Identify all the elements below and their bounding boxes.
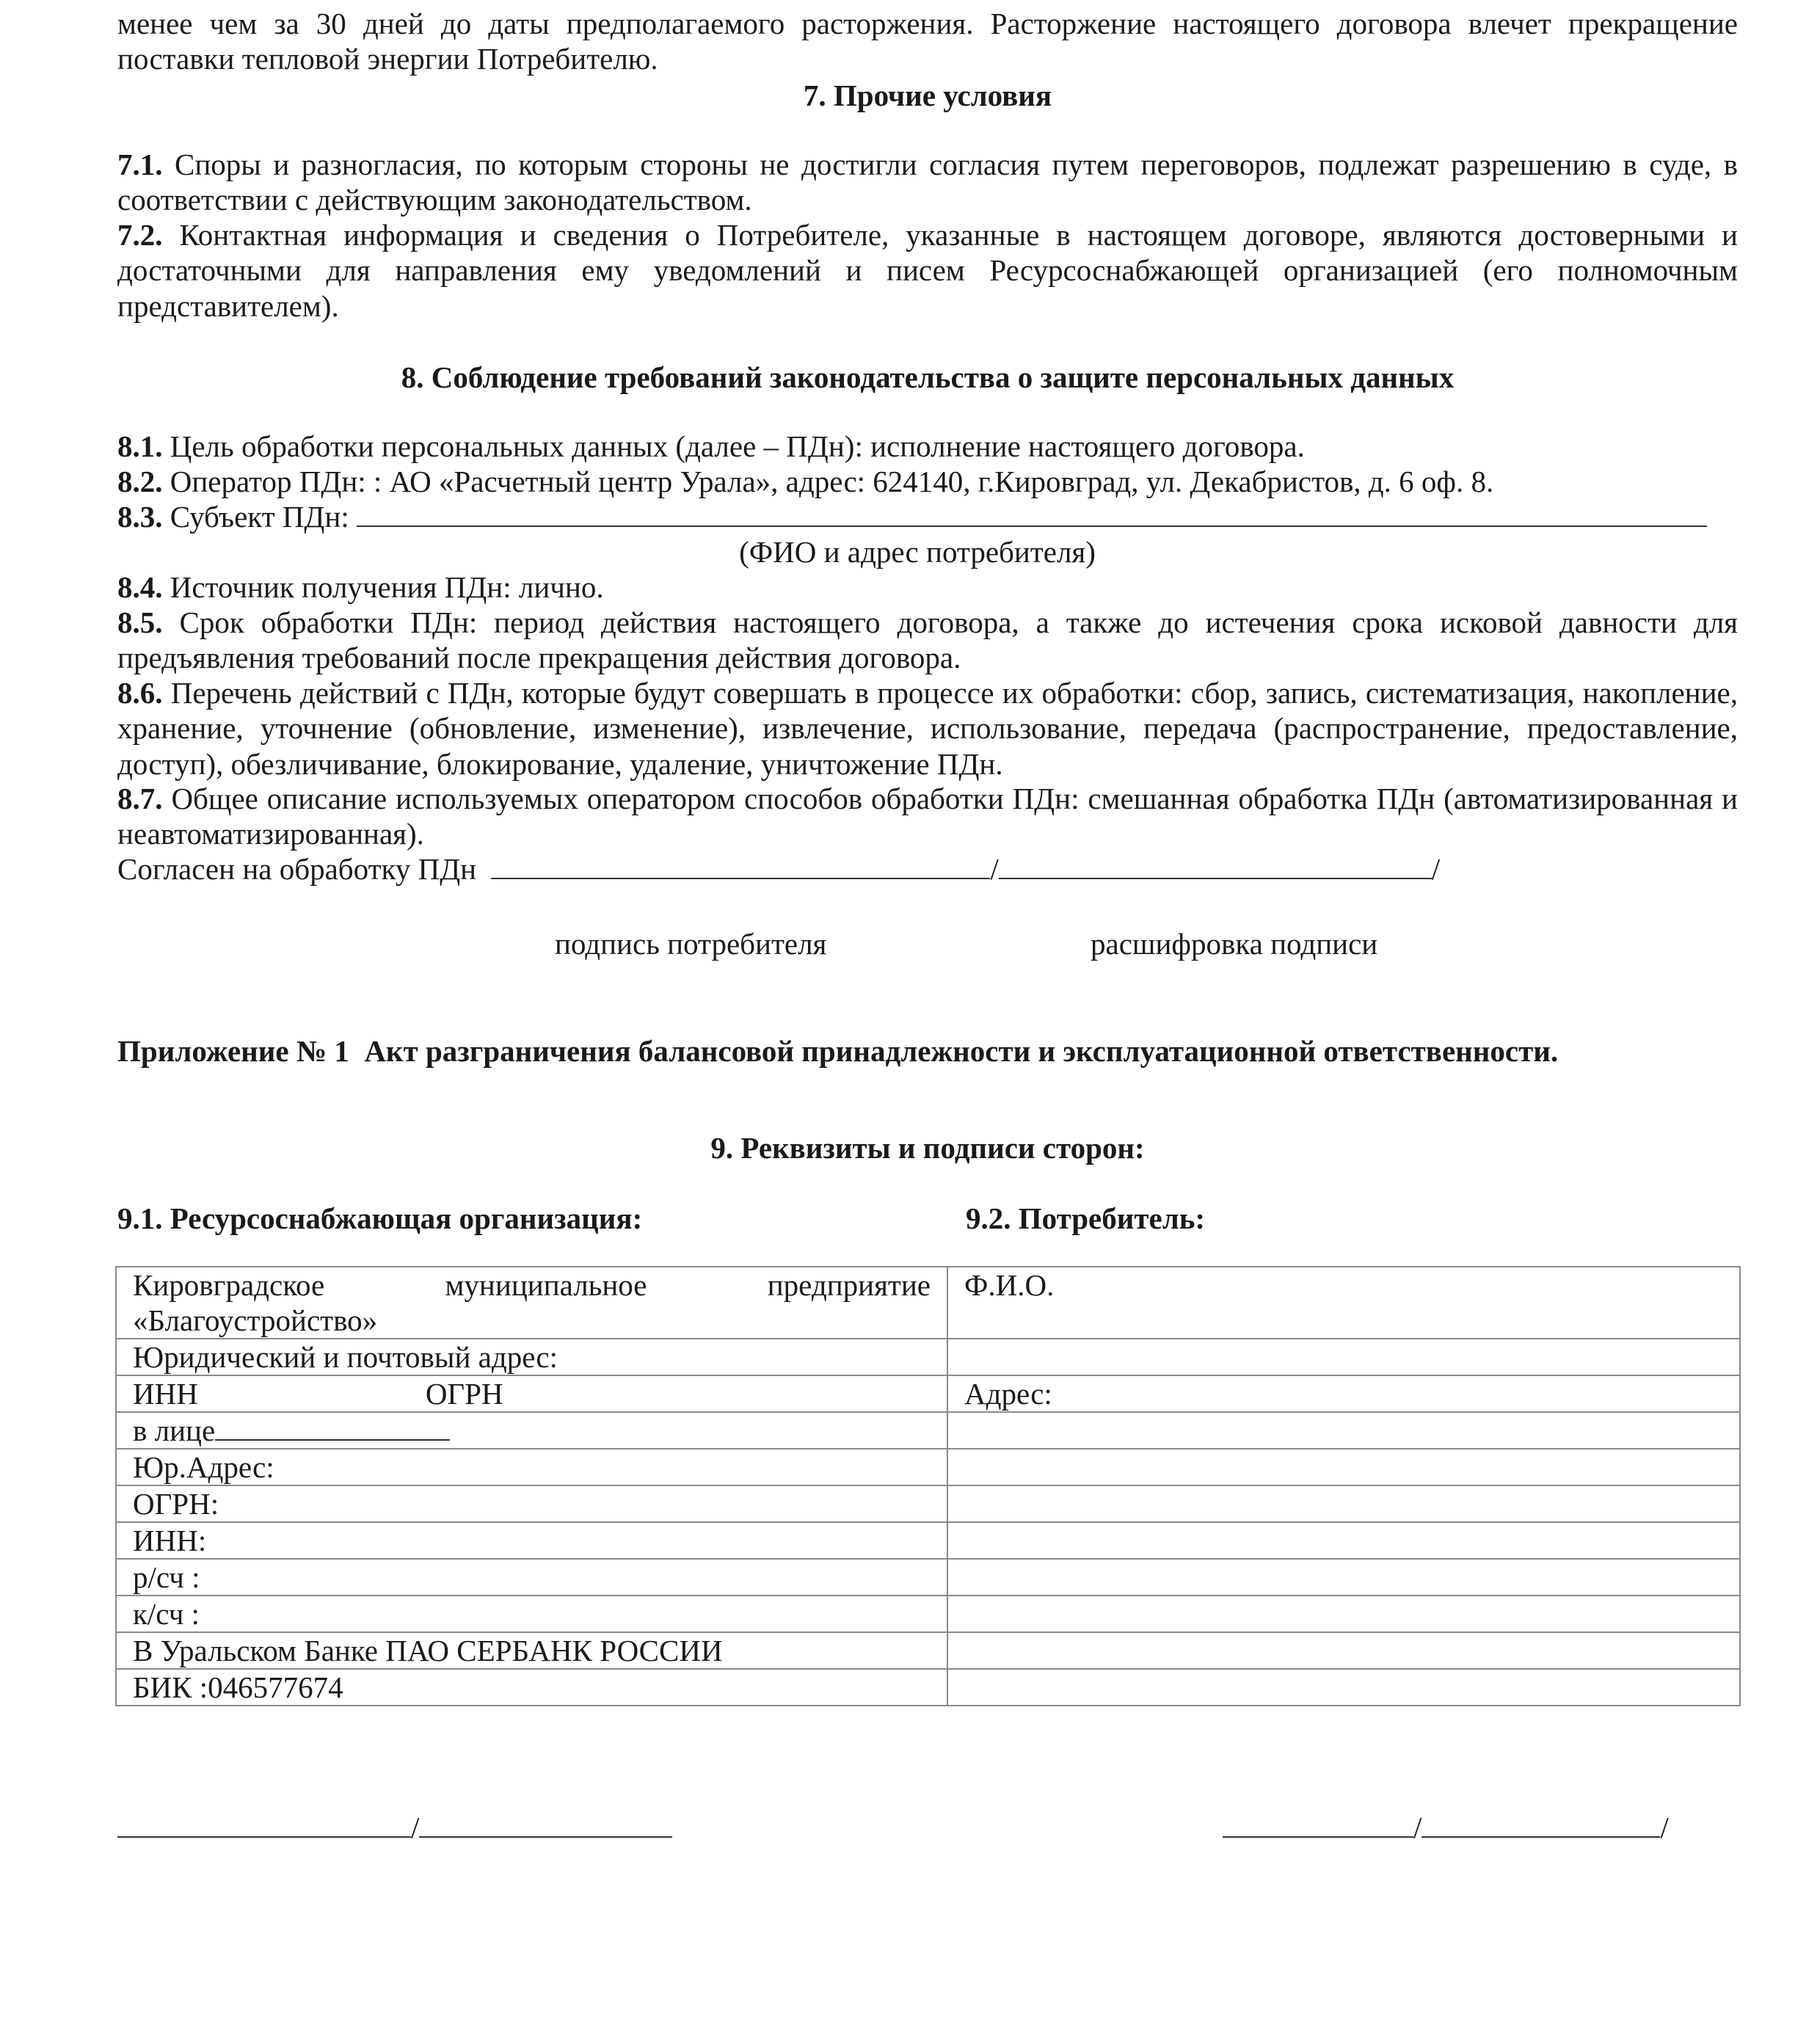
intro-line-2: поставки тепловой энергии Потребителю. <box>117 42 658 76</box>
slash: / <box>1413 1811 1422 1844</box>
clause-number: 8.4. <box>117 570 163 604</box>
address-cell: Адрес: <box>947 1375 1740 1412</box>
ogrn-cell: ОГРН: <box>116 1485 947 1522</box>
empty-cell <box>947 1485 1740 1522</box>
clause-number: 7.1. <box>117 148 163 181</box>
slash: / <box>990 852 999 886</box>
clause-text: Контактная информация и сведения о Потребителе, указанные в настоящем договоре, являются достоверными и достаточными для направления ему уведомлений и писем Ресурсоснабжающей организацией (его полномочным представителем). <box>117 218 1738 323</box>
table-row <box>116 1522 1740 1559</box>
clause-number: 8.7. <box>117 782 163 815</box>
empty-cell <box>947 1669 1740 1706</box>
clause-8-7 <box>117 781 1738 852</box>
clause-8-1 <box>117 429 1738 464</box>
clause-text: Оператор ПДн: : АО «Расчетный центр Урала», адрес: 624140, г.Кировград, ул. Декабристов, д. 6 оф. 8. <box>170 465 1494 498</box>
requisites-table <box>115 1266 1741 1706</box>
clause-8-3 <box>117 499 1738 534</box>
consumer-signature <box>1223 1807 1669 1845</box>
clause-8-6 <box>117 675 1738 782</box>
intro-line-1: менее чем за 30 дней до даты предполагаемого расторжения. Расторжение настоящего договора влечет прекращение <box>117 7 1738 40</box>
clause-number: 8.2. <box>117 465 163 498</box>
inn-label: ИНН <box>133 1377 198 1411</box>
section-7-heading: 7. Прочие условия <box>803 79 1052 112</box>
table-row <box>116 1267 1740 1339</box>
clause-8-2 <box>117 464 1738 499</box>
in-person-cell <box>116 1412 947 1449</box>
supplier-decode-line <box>419 1807 672 1838</box>
inn-cell: ИНН: <box>116 1522 947 1559</box>
clause-7-1 <box>117 147 1738 218</box>
table-row <box>116 1412 1740 1449</box>
consent-line <box>117 851 1738 887</box>
table-row <box>116 1596 1740 1632</box>
slash: / <box>411 1811 420 1844</box>
consent-label: Согласен на обработку ПДн <box>117 852 477 886</box>
subject-caption: (ФИО и адрес потребителя) <box>739 535 1096 569</box>
clause-number: 8.5. <box>117 605 163 639</box>
empty-cell <box>947 1412 1740 1449</box>
bik-cell: БИК :046577674 <box>116 1669 947 1706</box>
empty-cell <box>947 1522 1740 1559</box>
empty-cell <box>947 1449 1740 1485</box>
appendix-line <box>117 1033 1738 1069</box>
empty-cell <box>947 1596 1740 1632</box>
decode-caption: расшифровка подписи <box>1091 927 1378 961</box>
legal-postal-cell: Юридический и почтовый адрес: <box>116 1339 947 1375</box>
empty-cell <box>947 1632 1740 1669</box>
signature-caption: подпись потребителя <box>555 927 827 961</box>
jur-address-cell: Юр.Адрес: <box>116 1449 947 1485</box>
table-row <box>116 1632 1740 1669</box>
org-name-cell <box>116 1267 947 1339</box>
table-row <box>116 1559 1740 1596</box>
clause-number: 8.3. <box>117 500 163 534</box>
clause-text: Источник получения ПДн: лично. <box>170 570 604 604</box>
clause-number: 8.6. <box>117 676 163 710</box>
subject-fill-line <box>357 501 1707 527</box>
inn-ogrn-cell <box>116 1375 947 1412</box>
clause-number: 7.2. <box>117 218 163 252</box>
in-person-fill-line <box>215 1420 450 1441</box>
supplier-signature <box>117 1807 672 1845</box>
clause-text: Споры и разногласия, по которым стороны не достигли согласия путем переговоров, подлежат разрешению в суде, в соответствии с действующим законодательством. <box>117 148 1739 217</box>
slash: / <box>1431 852 1441 886</box>
org-name-line-1: Кировградское муниципальное предприятие <box>133 1268 931 1302</box>
empty-cell <box>947 1339 1740 1375</box>
rs-cell: р/сч : <box>116 1559 947 1596</box>
clause-text: Общее описание используемых оператором способов обработки ПДн: смешанная обработка ПДн (автоматизированная и неавтоматизированная). <box>117 782 1738 851</box>
clause-text: Перечень действий с ПДн, которые будут совершать в процессе их обработки: сбор, запись, систематизация, накопление, хранение, уточнение (обновление, изменение), извлечение, использование, передача (распространение, предоставление, доступ), обезличивание, блокирование, удаление, уничтожение ПДн. <box>117 676 1739 781</box>
empty-cell <box>947 1559 1740 1596</box>
section-8-heading: 8. Соблюдение требований законодательства о защите персональных данных <box>401 360 1455 394</box>
table-row <box>116 1339 1740 1375</box>
clause-8-4 <box>117 570 1738 605</box>
bank-cell: В Уральском Банке ПАО СЕРБАНК РОССИИ <box>116 1632 947 1669</box>
table-row <box>116 1449 1740 1485</box>
supplier-sign-line <box>117 1807 411 1838</box>
in-person-label: в лице <box>133 1414 216 1447</box>
org-name-line-2: «Благоустройство» <box>133 1303 378 1337</box>
consumer-sign-line <box>1223 1807 1413 1838</box>
signature-fill-line <box>491 856 990 879</box>
consumer-decode-line <box>1422 1807 1660 1838</box>
table-row <box>116 1485 1740 1522</box>
clause-text: Субъект ПДн: <box>170 500 349 534</box>
clause-text: Срок обработки ПДн: период действия настоящего договора, а также до истечения срока исковой давности для предъявления требований после прекращения действия договора. <box>117 605 1739 675</box>
appendix-label: Приложение № 1 <box>117 1034 349 1068</box>
clause-number: 8.1. <box>117 429 163 463</box>
decode-fill-line <box>999 856 1432 879</box>
table-row <box>116 1375 1740 1412</box>
clause-text: Цель обработки персональных данных (далее – ПДн): исполнение настоящего договора. <box>170 429 1305 463</box>
supplier-heading: 9.1. Ресурсоснабжающая организация: <box>117 1201 643 1235</box>
appendix-text: Акт разграничения балансовой принадлежности и эксплуатационной ответственности. <box>364 1034 1559 1068</box>
ks-cell: к/сч : <box>116 1596 947 1632</box>
fio-cell: Ф.И.О. <box>947 1267 1740 1339</box>
clause-8-5 <box>117 605 1738 676</box>
table-row <box>116 1669 1740 1706</box>
ogrn-label: ОГРН <box>425 1377 503 1411</box>
section-9-heading: 9. Реквизиты и подписи сторон: <box>710 1131 1145 1165</box>
consumer-heading: 9.2. Потребитель: <box>966 1201 1206 1235</box>
slash: / <box>1660 1811 1669 1844</box>
clause-7-2 <box>117 217 1738 324</box>
